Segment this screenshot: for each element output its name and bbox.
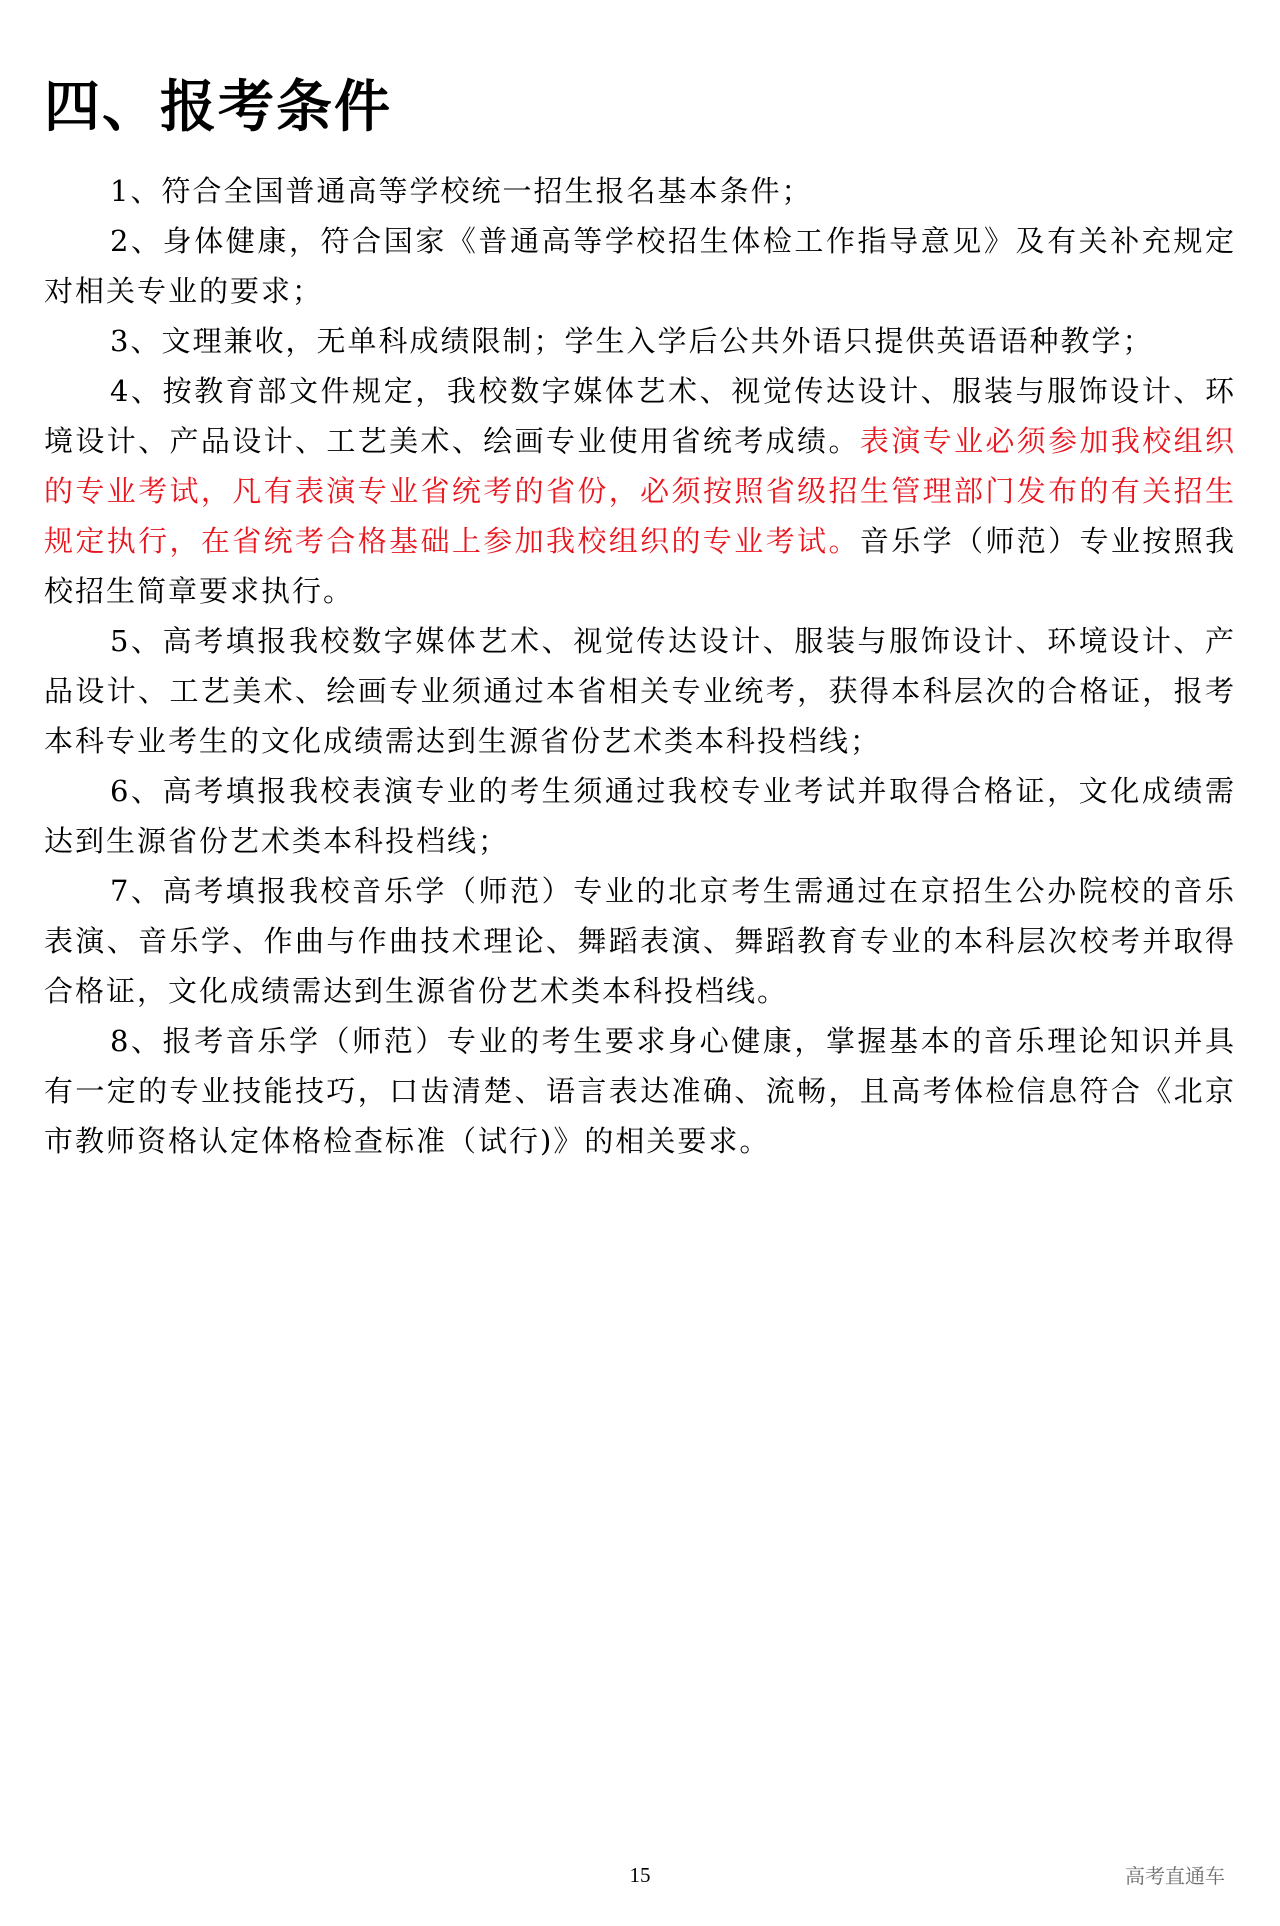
requirement-item-6: 6、高考填报我校表演专业的考生须通过我校专业考试并取得合格证，文化成绩需达到生源省份艺术类本科投档线； — [44, 774, 1236, 858]
requirements-list — [44, 166, 1236, 1166]
page-number: 15 — [629, 1863, 651, 1887]
requirement-item-4-music: 音乐学（师范）专业按照我校招生简章要求执行。 — [44, 524, 1236, 608]
requirement-item-4 — [44, 366, 1236, 616]
requirement-item-7: 7、高考填报我校音乐学（师范）专业的北京考生需通过在京招生公办院校的音乐表演、音乐学、作曲与作曲技术理论、舞蹈表演、舞蹈教育专业的本科层次校考并取得合格证，文化成绩需达到生源省份艺术类本科投档线。 — [44, 874, 1236, 1008]
requirement-item-1: 1、符合全国普通高等学校统一招生报名基本条件； — [110, 174, 813, 208]
section-heading: 四、报考条件 — [44, 75, 392, 140]
requirement-item-8: 8、报考音乐学（师范）专业的考生要求身心健康，掌握基本的音乐理论知识并具有一定的专业技能技巧，口齿清楚、语言表达准确、流畅，且高考体检信息符合《北京市教师资格认定体格检查标准（试行)》的相关要求。 — [44, 1024, 1236, 1158]
requirement-item-2: 2、身体健康，符合国家《普通高等学校招生体检工作指导意见》及有关补充规定对相关专业的要求； — [44, 224, 1236, 308]
requirement-item-4-highlight: 表演专业必须参加我校组织的专业考试，凡有表演专业省统考的省份，必须按照省级招生管理部门发布的有关招生规定执行，在省统考合格基础上参加我校组织的专业考试。 — [44, 424, 1236, 558]
requirement-item-5: 5、高考填报我校数字媒体艺术、视觉传达设计、服装与服饰设计、环境设计、产品设计、工艺美术、绘画专业须通过本省相关专业统考，获得本科层次的合格证，报考本科专业考生的文化成绩需达到生源省份艺术类本科投档线； — [44, 624, 1236, 758]
requirement-item-4-text: 4、按教育部文件规定，我校数字媒体艺术、视觉传达设计、服装与服饰设计、环境设计、产品设计、工艺美术、绘画专业使用省统考成绩。 — [44, 374, 1236, 458]
requirement-item-3: 3、文理兼收，无单科成绩限制；学生入学后公共外语只提供英语语种教学； — [110, 324, 1154, 358]
watermark-text: 高考直通车 — [1125, 1864, 1225, 1888]
